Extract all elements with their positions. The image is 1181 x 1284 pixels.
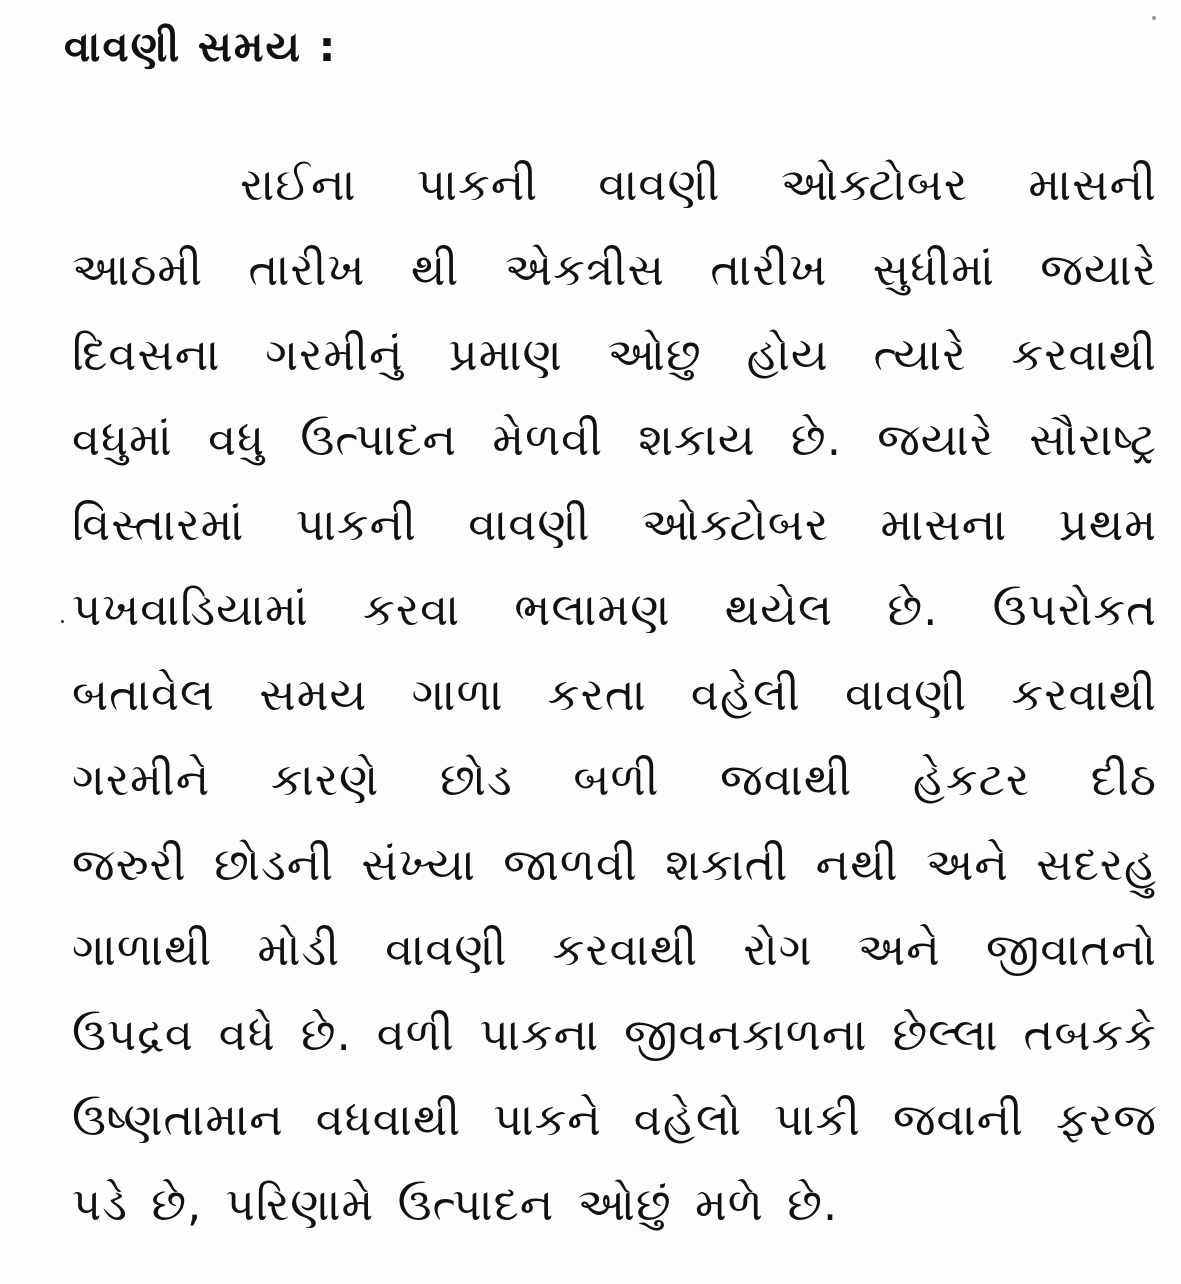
paragraph-line: પડે છે, પરિણામે ઉત્પાદન ઓછું મળે છે. xyxy=(72,1178,839,1231)
paragraph-line: આઠમી તારીખ થી એકત્રીસ તારીખ સુધીમાં જયારે xyxy=(72,243,1157,296)
paragraph-line: રાઈના પાકની વાવણી ઓક્ટોબર માસની xyxy=(240,158,1157,211)
paragraph-line: ઉપદ્રવ વધે છે. વળી પાકના જીવનકાળના છેલ્લા તબકકે xyxy=(72,1008,1157,1061)
paragraph-line: વધુમાં વધુ ઉત્પાદન મેળવી શકાય છે. જયારે સૌરાષ્ટ્ર xyxy=(72,413,1157,466)
paragraph-line: ઉષ્ણતામાન વધવાથી પાકને વહેલો પાકી જવાની ફરજ xyxy=(72,1093,1157,1146)
print-speck xyxy=(1152,16,1156,20)
print-speck xyxy=(61,620,64,623)
paragraph-line: જરુરી છોડની સંખ્યા જાળવી શકાતી નથી અને સદરહુ xyxy=(72,838,1157,891)
section-heading: વાવણી સમય : xyxy=(64,22,338,71)
paragraph-line: પખવાડિયામાં કરવા ભલામણ થયેલ છે. ઉપરોકત xyxy=(72,583,1157,636)
body-paragraph xyxy=(72,142,1157,1247)
paragraph-line: દિવસના ગરમીનું પ્રમાણ ઓછુ હોય ત્યારે કરવાથી xyxy=(72,328,1157,381)
paragraph-line: વિસ્તારમાં પાકની વાવણી ઓક્ટોબર માસના પ્રથમ xyxy=(72,498,1157,551)
paragraph-line: ગાળાથી મોડી વાવણી કરવાથી રોગ અને જીવાતનો xyxy=(72,923,1157,976)
paragraph-line: બતાવેલ સમય ગાળા કરતા વહેલી વાવણી કરવાથી xyxy=(72,668,1157,721)
paragraph-line: ગરમીને કારણે છોડ બળી જવાથી હેકટર દીઠ xyxy=(72,753,1157,806)
